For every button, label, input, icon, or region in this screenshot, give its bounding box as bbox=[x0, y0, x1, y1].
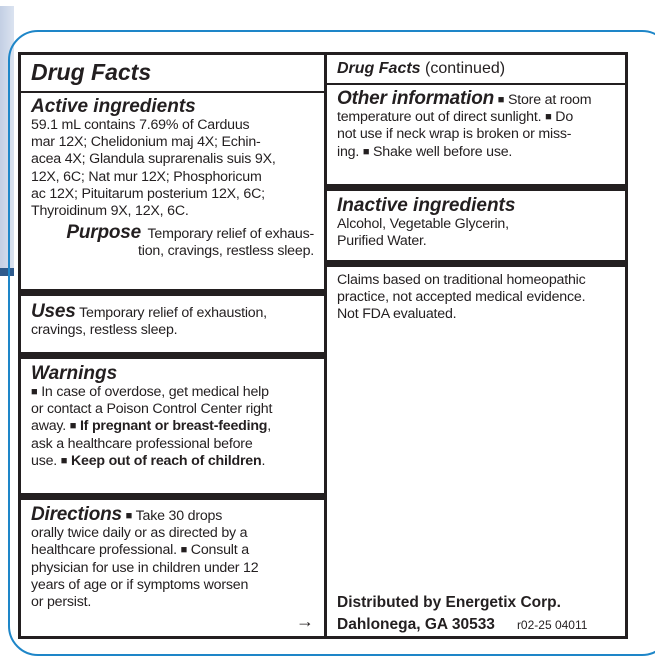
drug-facts-panel bbox=[18, 52, 628, 639]
other-information-text bbox=[337, 109, 615, 161]
directions-line: physician for use in children under 12 bbox=[31, 559, 259, 576]
thick-divider bbox=[327, 184, 625, 191]
directions-heading: Directions bbox=[31, 504, 122, 525]
active-ingredients-section bbox=[21, 96, 324, 261]
thick-divider bbox=[21, 289, 324, 296]
inactive-line: Purified Water. bbox=[337, 233, 427, 250]
distributor-name: Distributed by Energetix Corp. bbox=[337, 594, 561, 611]
inactive-ingredients-heading: Inactive ingredients bbox=[337, 195, 516, 216]
distributor-section bbox=[327, 592, 625, 636]
children-warning: Keep out of reach of children bbox=[67, 452, 262, 469]
uses-heading: Uses bbox=[31, 301, 76, 322]
bullet-icon: ■ bbox=[362, 145, 370, 158]
directions-line: Take 30 drops bbox=[132, 508, 223, 524]
other-information-heading: Other information bbox=[337, 88, 495, 109]
drug-facts-title: Drug Facts bbox=[31, 59, 152, 85]
thick-divider bbox=[327, 260, 625, 267]
warnings-text bbox=[31, 384, 314, 470]
lot-code: r02-25 04011 bbox=[516, 618, 588, 632]
claims-section bbox=[327, 272, 625, 324]
purpose-block bbox=[31, 222, 314, 260]
directions-section bbox=[21, 504, 324, 638]
right-column bbox=[327, 55, 625, 636]
continued-arrow-icon: → bbox=[296, 611, 314, 631]
bullet-icon: ■ bbox=[180, 544, 188, 557]
purpose-text: tion, cravings, restless sleep. bbox=[138, 243, 314, 260]
bullet-icon: ■ bbox=[60, 454, 68, 467]
other-line: ing. bbox=[337, 143, 363, 160]
left-column bbox=[21, 55, 327, 636]
inactive-line: Alcohol, Vegetable Glycerin, bbox=[337, 216, 509, 232]
directions-line: years of age or if symptoms worsen bbox=[31, 576, 249, 593]
warnings-line: away. bbox=[31, 418, 70, 435]
active-ingredients-text bbox=[31, 117, 314, 220]
warnings-line: or contact a Poison Control Center right bbox=[31, 401, 273, 418]
purpose-heading: Purpose bbox=[66, 222, 142, 244]
warnings-line: use. bbox=[31, 452, 61, 469]
divider bbox=[327, 83, 625, 85]
divider bbox=[21, 91, 324, 93]
purpose-text: Temporary relief of exhaus- bbox=[144, 226, 314, 243]
distributor-address: Dahlonega, GA 30533 bbox=[337, 616, 495, 633]
other-line: temperature out of direct sunlight. bbox=[337, 109, 546, 126]
active-line: 59.1 mL contains 7.69% of Carduus bbox=[31, 117, 250, 133]
drug-facts-title: Drug Facts bbox=[337, 60, 421, 77]
claims-line: Not FDA evaluated. bbox=[337, 306, 457, 323]
pregnancy-warning: If pregnant or breast-feeding bbox=[76, 418, 268, 435]
active-line: ac 12X; Pituitarum posterium 12X, 6C; bbox=[31, 185, 265, 202]
claims-text bbox=[337, 272, 615, 324]
continued-label: (continued) bbox=[420, 60, 506, 77]
bullet-icon: ■ bbox=[69, 420, 77, 433]
drug-facts-header bbox=[21, 59, 324, 85]
directions-line: healthcare professional. bbox=[31, 542, 181, 559]
directions-line: orally twice daily or as directed by a bbox=[31, 525, 248, 542]
bullet-icon: ■ bbox=[31, 386, 38, 398]
other-line: not use if neck wrap is broken or miss- bbox=[337, 126, 572, 143]
bullet-icon: ■ bbox=[497, 94, 505, 106]
thick-divider bbox=[21, 352, 324, 359]
active-line: mar 12X; Chelidonium maj 4X; Echin- bbox=[31, 134, 261, 151]
warnings-heading: Warnings bbox=[31, 363, 118, 384]
claims-line: Claims based on traditional homeopathic bbox=[337, 272, 586, 288]
continued-header bbox=[327, 60, 625, 78]
bullet-icon: ■ bbox=[125, 510, 133, 522]
directions-text bbox=[31, 525, 314, 611]
warnings-line: ask a healthcare professional before bbox=[31, 435, 253, 452]
active-line: Thyroidinum 9X, 12X, 6C. bbox=[31, 203, 189, 220]
active-ingredients-heading: Active ingredients bbox=[31, 96, 196, 117]
other-line: Do bbox=[551, 109, 574, 126]
warnings-section bbox=[21, 363, 324, 470]
inactive-ingredients-section bbox=[327, 195, 625, 250]
claims-line: practice, not accepted medical evidence. bbox=[337, 289, 586, 306]
uses-text: Temporary relief of exhaustion, bbox=[75, 305, 267, 321]
punctuation: , bbox=[267, 418, 272, 435]
active-line: acea 4X; Glandula suprarenalis suis 9X, bbox=[31, 151, 276, 168]
other-information-section bbox=[327, 88, 625, 161]
uses-section bbox=[21, 301, 324, 339]
directions-line: or persist. bbox=[31, 594, 92, 611]
thick-divider bbox=[21, 493, 324, 500]
directions-line: Consult a bbox=[187, 542, 249, 559]
active-line: 12X, 6C; Nat mur 12X; Phosphoricum bbox=[31, 168, 262, 185]
warnings-line: In case of overdose, get medical help bbox=[37, 384, 269, 400]
inactive-ingredients-text bbox=[337, 216, 615, 250]
uses-text: cravings, restless sleep. bbox=[31, 322, 178, 339]
other-line: Store at room bbox=[504, 92, 592, 108]
punctuation: . bbox=[261, 452, 266, 469]
bullet-icon: ■ bbox=[545, 111, 552, 124]
other-line: Shake well before use. bbox=[369, 143, 513, 160]
